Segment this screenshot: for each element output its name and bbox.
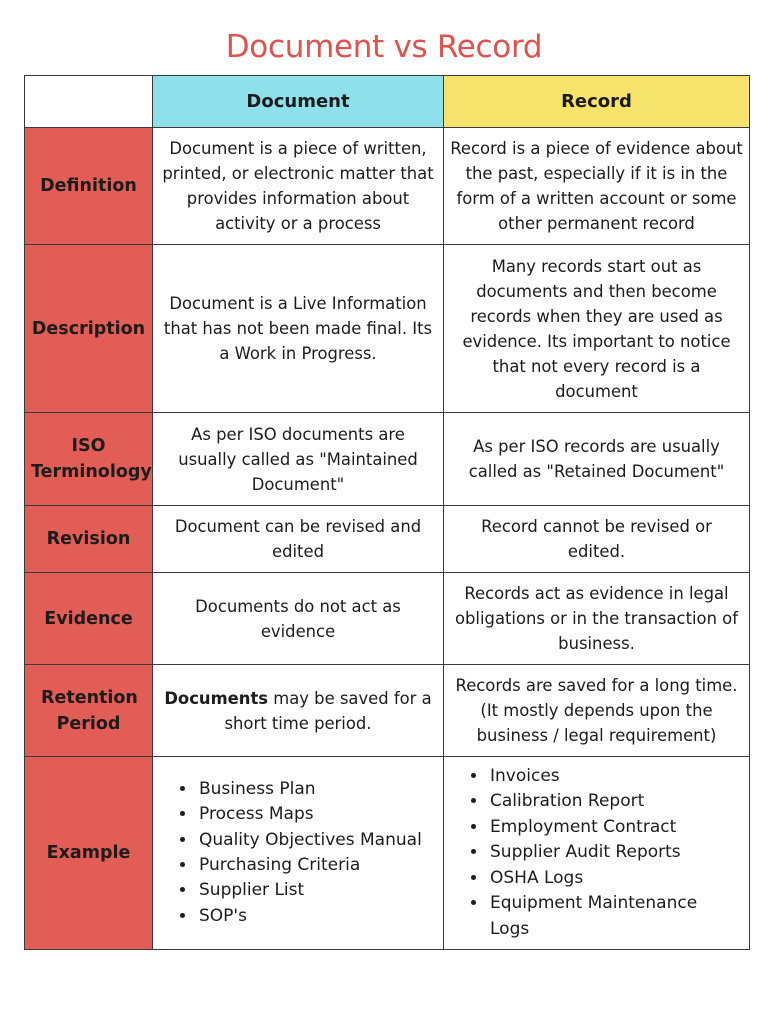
comparison-table [24, 75, 750, 950]
list-item: • Supplier List [197, 878, 437, 903]
record-description: Many records start out as documents and then become records when they are used as evidence. Its important to notice that not every record is a document [444, 245, 750, 413]
list-item: • Equipment Maintenance Logs [488, 891, 713, 942]
document-iso-terminology: As per ISO documents are usually called as "Maintained Document" [153, 413, 444, 506]
document-retention-rest: may be saved for a short time period. [224, 688, 432, 733]
list-item: • Invoices [488, 764, 713, 789]
list-item: • Calibration Report [488, 789, 713, 814]
table-row-description [25, 245, 750, 413]
record-definition: Record is a piece of evidence about the past, especially if it is in the form of a written account or some other permanent record [444, 128, 750, 245]
record-revision: Record cannot be revised or edited. [444, 506, 750, 573]
row-label-definition: Definition [25, 128, 153, 245]
header-row [25, 76, 750, 128]
document-example-list [159, 777, 437, 929]
list-item: • SOP's [197, 904, 437, 929]
row-label-example: Example [25, 757, 153, 950]
page-title: Document vs Record [225, 29, 543, 65]
table-row-evidence [25, 573, 750, 665]
column-header-record: Record [444, 76, 750, 128]
list-item: • Supplier Audit Reports [488, 840, 713, 865]
document-retention-period [153, 665, 444, 757]
table-row-revision [25, 506, 750, 573]
row-label-revision: Revision [25, 506, 153, 573]
document-description: Document is a Live Information that has not been made final. Its a Work in Progress. [153, 245, 444, 413]
record-examples [444, 757, 750, 950]
document-examples [153, 757, 444, 950]
list-item: • Business Plan [197, 777, 437, 802]
record-evidence: Records act as evidence in legal obligations or in the transaction of business. [444, 573, 750, 665]
document-retention-bold: Documents [164, 688, 269, 708]
list-item: • Employment Contract [488, 815, 713, 840]
corner-cell [25, 76, 153, 128]
row-label-evidence: Evidence [25, 573, 153, 665]
list-item: • Purchasing Criteria [197, 853, 437, 878]
column-header-document: Document [153, 76, 444, 128]
record-example-list [450, 764, 743, 942]
table-row-example [25, 757, 750, 950]
table-row-definition [25, 128, 750, 245]
list-item: • Process Maps [197, 802, 437, 827]
list-item: • OSHA Logs [488, 866, 713, 891]
table-row-retention-period [25, 665, 750, 757]
document-definition: Document is a piece of written, printed, or electronic matter that provides information about activity or a process [153, 128, 444, 245]
record-iso-terminology: As per ISO records are usually called as "Retained Document" [444, 413, 750, 506]
list-item: • Quality Objectives Manual [197, 828, 437, 853]
document-evidence: Documents do not act as evidence [153, 573, 444, 665]
record-retention-period: Records are saved for a long time. (It mostly depends upon the business / legal requirement) [444, 665, 750, 757]
document-revision: Document can be revised and edited [153, 506, 444, 573]
row-label-retention-period: Retention Period [25, 665, 153, 757]
row-label-description: Description [25, 245, 153, 413]
table-row-iso-terminology [25, 413, 750, 506]
row-label-iso-terminology: ISO Terminology [25, 413, 153, 506]
